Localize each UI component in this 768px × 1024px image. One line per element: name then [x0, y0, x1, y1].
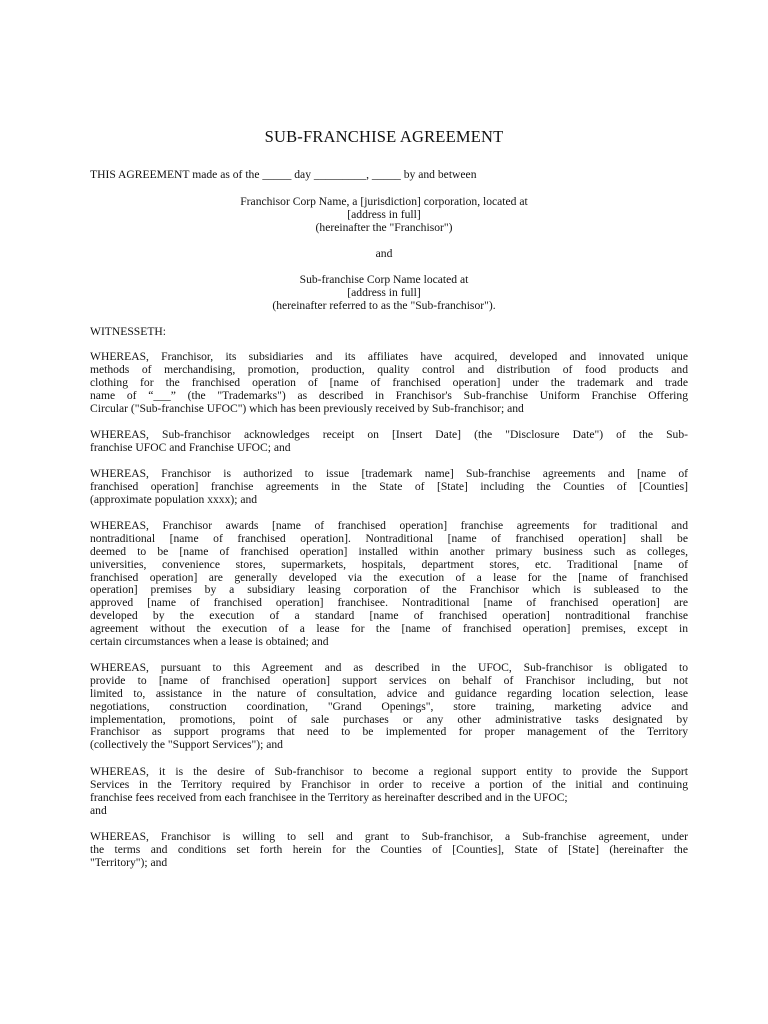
- paragraph-line: WHEREAS, pursuant to this Agreement and as described in the UFOC, Sub-franchisor is obligated to: [90, 661, 688, 674]
- subfranchisor-address-line: [address in full]: [347, 286, 421, 299]
- recital-paragraph-3: [90, 468, 688, 507]
- paragraph-line: Franchisor as support programs that need to be implemented for proper management of the Territory: [90, 725, 688, 739]
- paragraph-line: franchise fees received from each franchisee in the Territory as hereinafter described and in the UFOC;: [90, 790, 568, 804]
- paragraph-line: (approximate population xxxx); and: [90, 492, 258, 506]
- paragraph-line: name of “___” (the "Trademarks") as described in Franchisor's Sub-franchise Uniform Franchise Offering: [90, 388, 688, 402]
- subfranchisor-name-line: Sub-franchise Corp Name located at: [299, 273, 469, 286]
- franchisor-name-line: Franchisor Corp Name, a [jurisdiction] corporation, located at: [240, 195, 528, 208]
- paragraph-line: negotiations, construction coordination, "Grand Openings", store training, marketing advice and: [90, 699, 688, 713]
- paragraph-line: franchised operation] franchise agreements in the State of [State] including the Counties of [Counties]: [90, 479, 688, 493]
- intro-line: THIS AGREEMENT made as of the _____ day _________, _____ by and between: [90, 168, 477, 181]
- paragraph-line: Circular ("Sub-franchise UFOC") which has been previously received by Sub-franchisor; and: [90, 401, 524, 415]
- recital-paragraph-5: [90, 662, 688, 752]
- paragraph-line: "Territory"); and: [90, 855, 168, 869]
- recital-paragraph-1: [90, 351, 688, 415]
- paragraph-line: deemed to be [name of franchised operation] installed within another primary business such as colleges,: [90, 544, 688, 558]
- paragraph-line: WHEREAS, Franchisor is willing to sell and grant to Sub-franchisor, a Sub-franchise agreement, under: [90, 830, 688, 843]
- paragraph-line: agreement without the execution of a lease for the [name of franchised operation] premises, except in: [90, 622, 688, 636]
- paragraph-line: universities, convenience stores, supermarkets, hospitals, department stores, etc. Traditional [name of: [90, 557, 688, 571]
- paragraph-line: WHEREAS, Sub-franchisor acknowledges receipt on [Insert Date] (the "Disclosure Date") of the Sub-: [90, 428, 688, 441]
- recital-paragraph-2: [90, 429, 688, 455]
- paragraph-line: limited to, assistance in the nature of consultation, advice and guidance regarding location selection, lease: [90, 686, 688, 700]
- recital-paragraph-6: [90, 766, 688, 818]
- subfranchisor-definition-line: (hereinafter referred to as the "Sub-franchisor").: [272, 299, 496, 312]
- paragraph-line: methods of merchandising, promotion, production, quality control and distribution of food products and: [90, 362, 688, 376]
- witnesseth-heading: WITNESSETH:: [90, 325, 166, 338]
- paragraph-line: WHEREAS, Franchisor awards [name of franchised operation] franchise agreements for traditional and: [90, 519, 688, 532]
- paragraph-line: certain circumstances when a lease is obtained; and: [90, 635, 329, 649]
- paragraph-line: (collectively the "Support Services"); and: [90, 738, 283, 752]
- paragraph-line: the terms and conditions set forth herein for the Counties of [Counties], State of [State] (hereinafter the: [90, 842, 688, 856]
- paragraph-line: operation] premises by a subsidiary leasing corporation of the Franchisor which is subleased to the: [90, 583, 688, 597]
- paragraph-line: provide to [name of franchised operation] support services on behalf of Franchisor including, but not: [90, 673, 688, 687]
- paragraph-line: franchised operation] are generally developed via the execution of a lease for the [name of franchised: [90, 570, 688, 584]
- franchisor-address-line: [address in full]: [347, 208, 421, 221]
- paragraph-line: clothing for the franchised operation of [name of franchised operation] under the trademark and trade: [90, 375, 688, 389]
- recital-paragraph-7: [90, 831, 688, 870]
- and-separator: and: [375, 247, 393, 260]
- franchisor-definition-line: (hereinafter the "Franchisor"): [315, 221, 453, 234]
- paragraph-line: and: [90, 803, 107, 817]
- paragraph-line: nontraditional [name of franchised operation]. Nontraditional [name of franchised operation] shall be: [90, 531, 688, 545]
- recital-paragraph-4: [90, 520, 688, 649]
- paragraph-line: WHEREAS, Franchisor is authorized to issue [trademark name] Sub-franchise agreements and [name of: [90, 467, 688, 480]
- paragraph-line: Services in the Territory required by Franchisor in order to receive a portion of the initial and continuing: [90, 777, 688, 791]
- document-title: SUB-FRANCHISE AGREEMENT: [264, 127, 504, 146]
- paragraph-line: developed by the execution of a standard [name of franchised operation] nontraditional franchise: [90, 609, 688, 623]
- paragraph-line: franchise UFOC and Franchise UFOC; and: [90, 440, 291, 454]
- paragraph-line: implementation, promotions, point of sale purchases or any other administrative tasks designated by: [90, 712, 688, 726]
- paragraph-line: WHEREAS, Franchisor, its subsidiaries and its affiliates have acquired, developed and innovated unique: [90, 350, 688, 363]
- paragraph-line: WHEREAS, it is the desire of Sub-franchisor to become a regional support entity to provide the Support: [90, 765, 688, 778]
- paragraph-line: approved [name of franchised operation] franchisee. Nontraditional [name of franchised operation] are: [90, 596, 688, 610]
